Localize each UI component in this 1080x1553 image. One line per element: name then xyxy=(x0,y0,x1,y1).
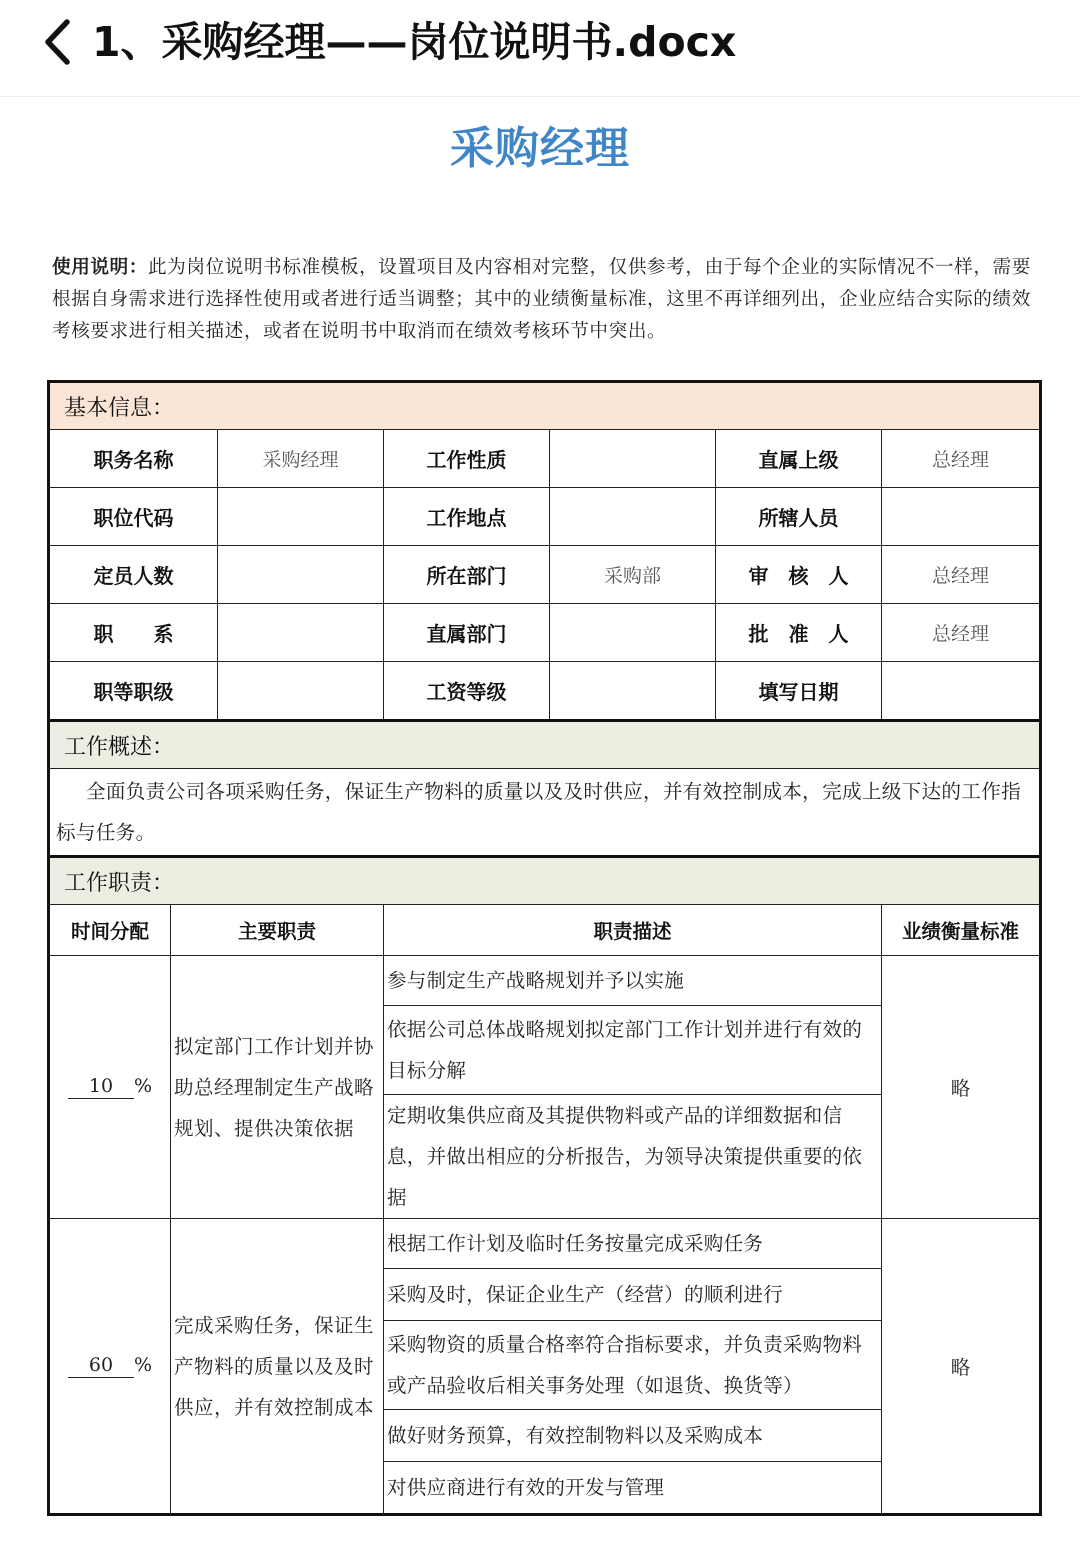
duty-description: 做好财务预算，有效控制物料以及采购成本 xyxy=(384,1410,882,1462)
info-label: 职位代码 xyxy=(49,488,218,546)
duty-description: 参与制定生产战略规划并予以实施 xyxy=(384,956,882,1006)
duty-row xyxy=(49,1219,1041,1269)
duty-description: 依据公司总体战略规划拟定部门工作计划并进行有效的目标分解 xyxy=(384,1006,882,1095)
duty-description: 对供应商进行有效的开发与管理 xyxy=(384,1462,882,1515)
column-header: 业绩衡量标准 xyxy=(882,905,1041,956)
main-duty: 拟定部门工作计划并协助总经理制定生产战略规划、提供决策依据 xyxy=(171,956,384,1219)
info-label: 职等职级 xyxy=(49,662,218,721)
info-label: 职务名称 xyxy=(49,430,218,488)
info-row xyxy=(49,546,1041,604)
info-label: 所在部门 xyxy=(384,546,550,604)
duties-title: 工作职责： xyxy=(49,857,1041,905)
info-value xyxy=(882,488,1041,546)
info-label: 工作性质 xyxy=(384,430,550,488)
main-duty: 完成采购任务，保证生产物料的质量以及及时供应，并有效控制成本 xyxy=(171,1219,384,1515)
info-label: 所辖人员 xyxy=(716,488,882,546)
info-value: 总经理 xyxy=(882,430,1041,488)
info-label: 直属部门 xyxy=(384,604,550,662)
job-description-table xyxy=(47,380,1042,1516)
usage-note xyxy=(52,252,1042,348)
percent-value: 60 xyxy=(68,1354,134,1378)
info-label: 工作地点 xyxy=(384,488,550,546)
duty-description: 根据工作计划及临时任务按量完成采购任务 xyxy=(384,1219,882,1269)
info-value: 总经理 xyxy=(882,604,1041,662)
column-header: 时间分配 xyxy=(49,905,171,956)
info-value xyxy=(218,662,384,721)
info-value: 采购部 xyxy=(550,546,716,604)
duty-description: 采购及时，保证企业生产（经营）的顺利进行 xyxy=(384,1269,882,1321)
info-label: 审 核 人 xyxy=(716,546,882,604)
info-value xyxy=(218,604,384,662)
percent-value: 10 xyxy=(68,1075,134,1099)
document-title: 1、采购经理——岗位说明书.docx xyxy=(92,18,737,66)
info-row xyxy=(49,604,1041,662)
info-row xyxy=(49,488,1041,546)
column-header: 主要职责 xyxy=(171,905,384,956)
basic-info-title: 基本信息： xyxy=(49,382,1041,430)
info-value xyxy=(218,488,384,546)
info-label: 直属上级 xyxy=(716,430,882,488)
duty-description: 定期收集供应商及其提供物料或产品的详细数据和信息，并做出相应的分析报告，为领导决策提供重要的依据 xyxy=(384,1095,882,1219)
time-allocation xyxy=(49,956,171,1219)
basic-info-header xyxy=(49,382,1041,430)
info-value xyxy=(882,662,1041,721)
info-value: 总经理 xyxy=(882,546,1041,604)
info-label: 定员人数 xyxy=(49,546,218,604)
info-value xyxy=(550,488,716,546)
duties-column-headers xyxy=(49,905,1041,956)
info-label: 填写日期 xyxy=(716,662,882,721)
percent-sign: % xyxy=(133,1354,153,1376)
usage-label: 使用说明： xyxy=(52,257,148,278)
info-row xyxy=(49,662,1041,721)
duty-description: 采购物资的质量合格率符合指标要求，并负责采购物料或产品验收后相关事务处理（如退货、换货等） xyxy=(384,1321,882,1410)
info-value xyxy=(550,662,716,721)
performance-standard: 略 xyxy=(882,1219,1041,1515)
info-value xyxy=(550,604,716,662)
info-label: 批 准 人 xyxy=(716,604,882,662)
info-row xyxy=(49,430,1041,488)
usage-text: 此为岗位说明书标准模板，设置项目及内容相对完整，仅供参考，由于每个企业的实际情况不一样，需要根据自身需求进行选择性使用或者进行适当调整；其中的业绩衡量标准，这里不再详细列出，企业应结合实际的绩效考核要求进行相关描述，或者在说明书中取消而在绩效考核环节中突出。 xyxy=(52,257,1031,342)
percent-sign: % xyxy=(133,1075,153,1097)
info-label: 工资等级 xyxy=(384,662,550,721)
performance-standard: 略 xyxy=(882,956,1041,1219)
page-heading: 采购经理 xyxy=(450,123,630,174)
info-value: 采购经理 xyxy=(218,430,384,488)
time-allocation xyxy=(49,1219,171,1515)
duty-row xyxy=(49,956,1041,1006)
info-label: 职 系 xyxy=(49,604,218,662)
summary-header xyxy=(49,721,1041,769)
summary-row xyxy=(49,769,1041,857)
summary-text: 全面负责公司各项采购任务，保证生产物料的质量以及及时供应，并有效控制成本，完成上级下达的工作指标与任务。 xyxy=(49,769,1041,857)
duties-header xyxy=(49,857,1041,905)
top-bar xyxy=(0,0,1080,97)
summary-title: 工作概述： xyxy=(49,721,1041,769)
chevron-left-icon[interactable] xyxy=(38,14,78,70)
info-value xyxy=(550,430,716,488)
column-header: 职责描述 xyxy=(384,905,882,956)
info-value xyxy=(218,546,384,604)
